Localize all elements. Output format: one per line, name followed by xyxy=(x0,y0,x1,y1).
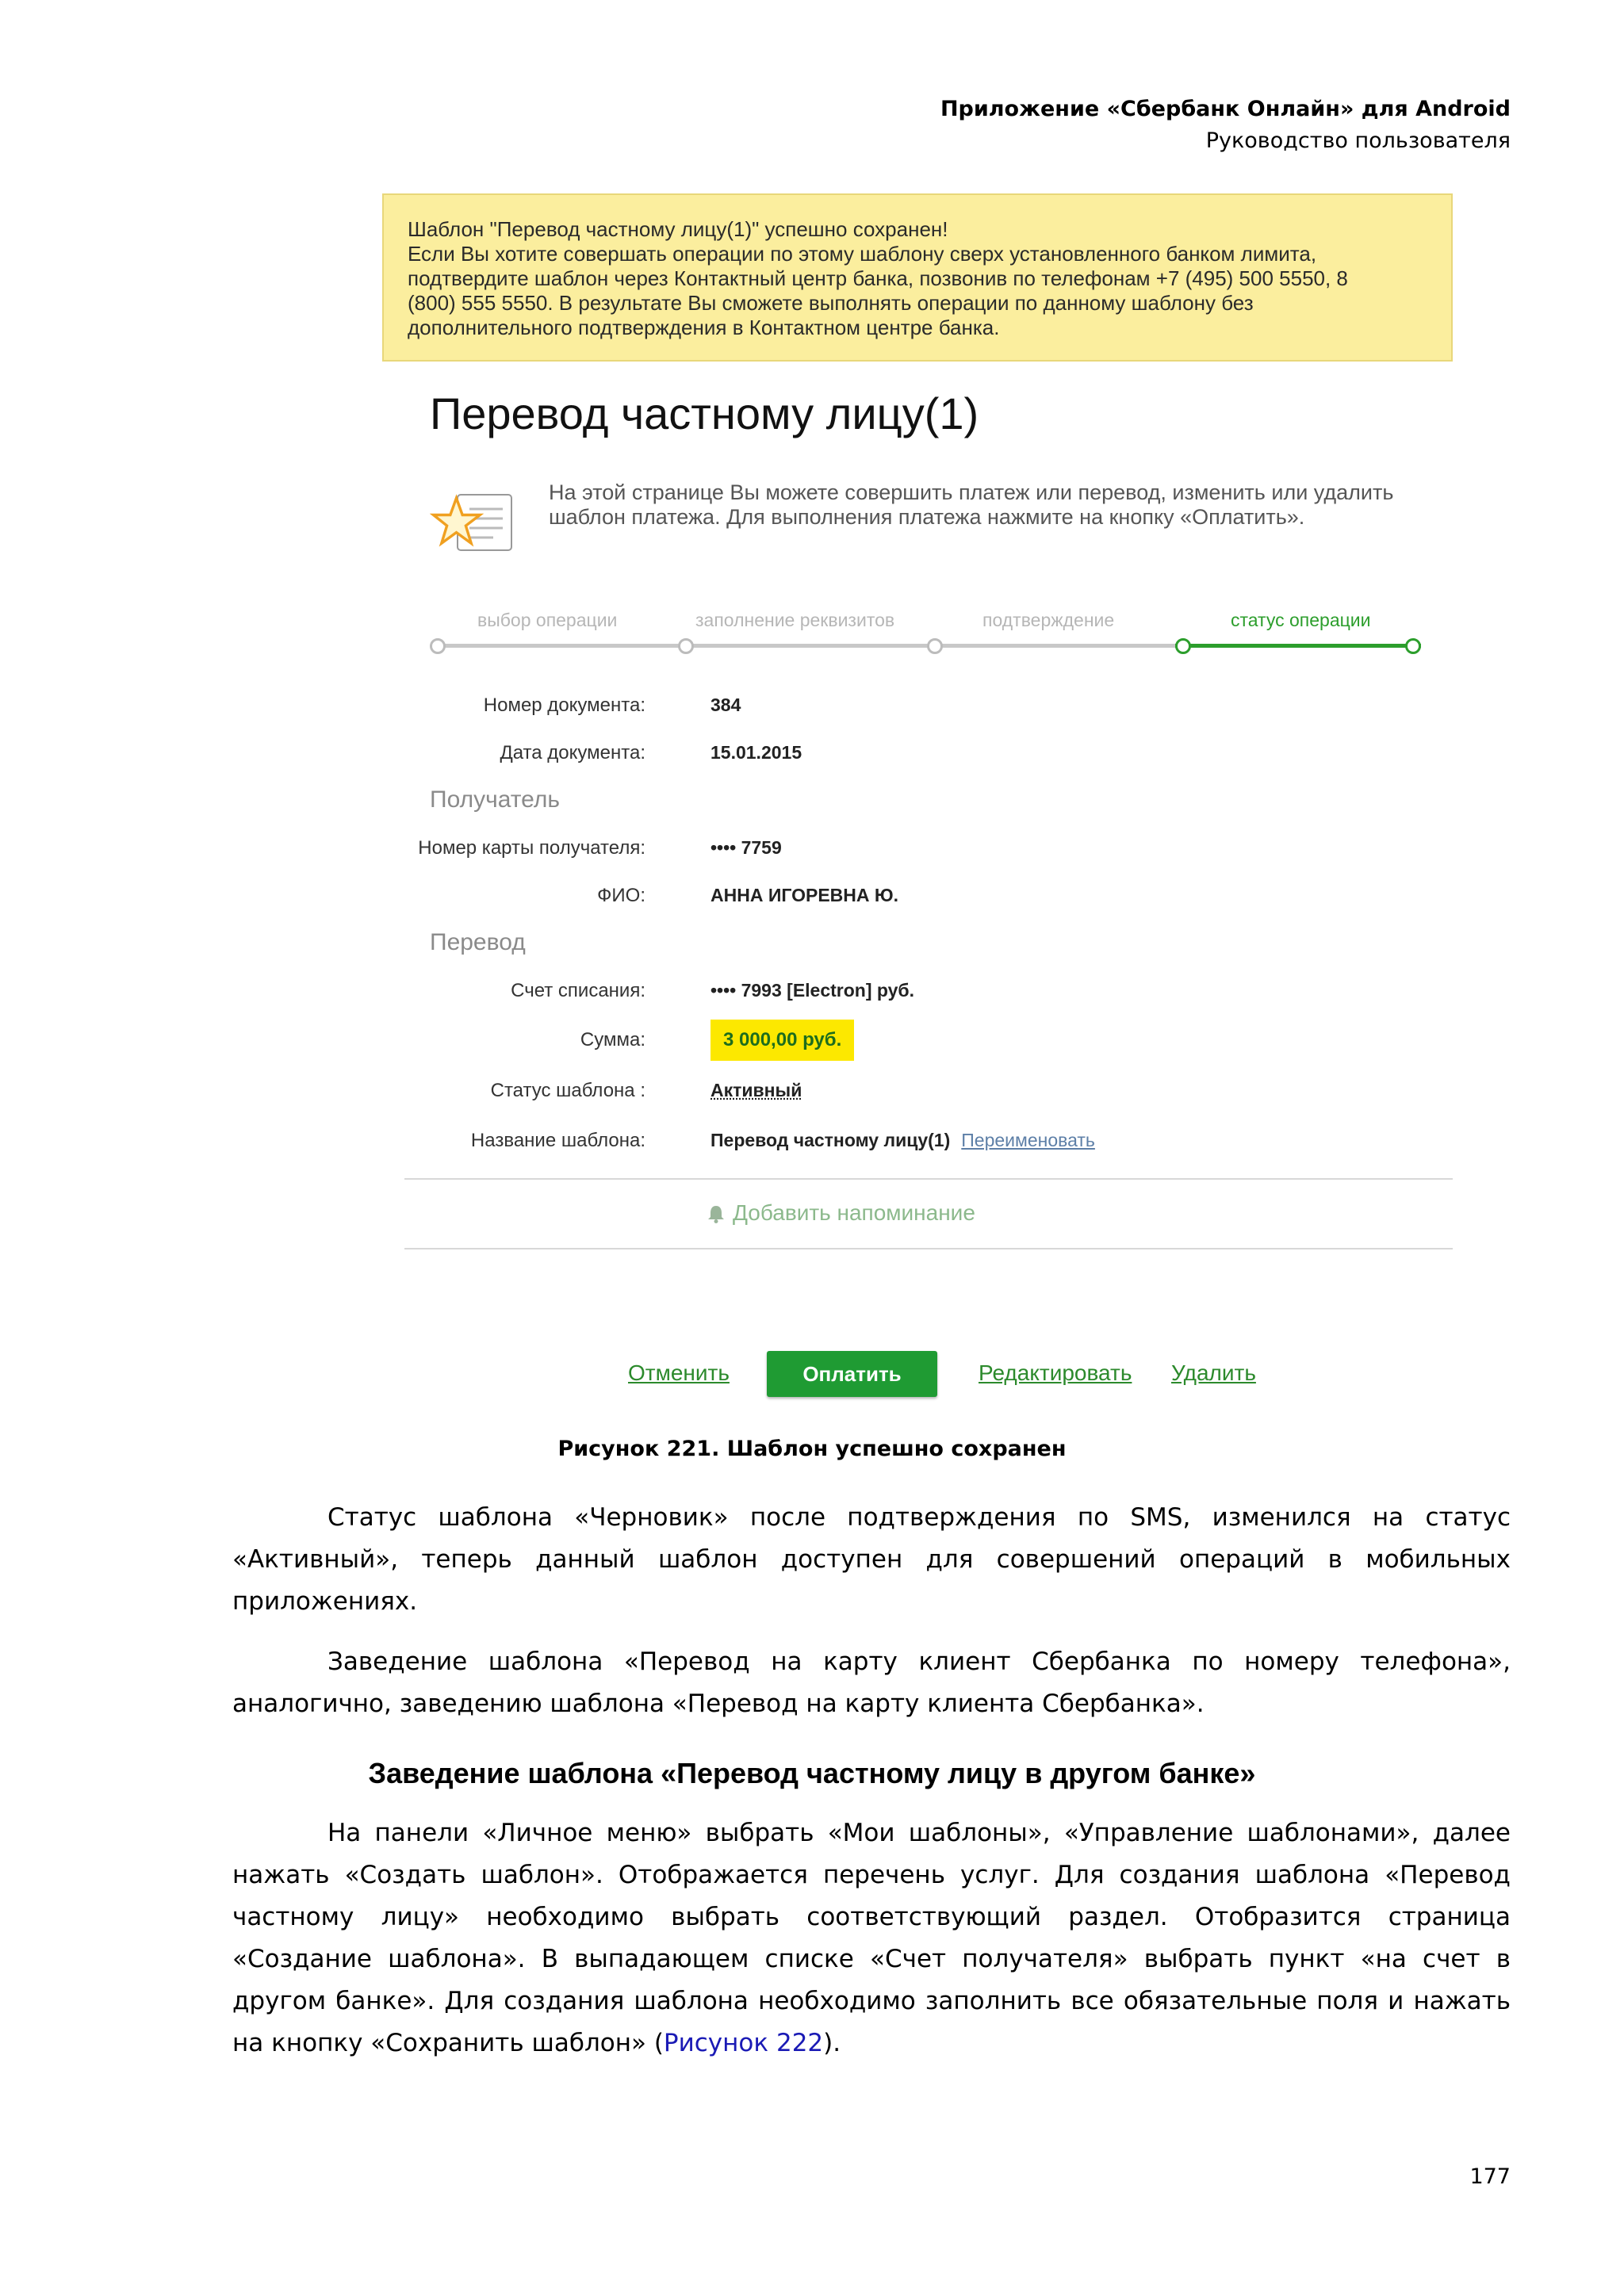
divider xyxy=(404,1248,1453,1249)
field-label: Статус шаблона : xyxy=(490,1080,645,1101)
rename-link[interactable]: Переименовать xyxy=(961,1130,1095,1150)
detail-row-status xyxy=(382,1080,1453,1112)
body-paragraph: Статус шаблона «Черновик» после подтверждения по SMS, изменился на статус «Активный», теперь данный шаблон доступен для совершений операций в мобильных приложениях. xyxy=(232,1503,1511,1616)
step-dot xyxy=(430,638,446,654)
status-badge: Активный xyxy=(710,1080,802,1100)
detail-row-card xyxy=(382,837,1453,869)
field-label: Дата документа: xyxy=(500,742,645,763)
amount-value: 3 000,00 руб. xyxy=(710,1020,854,1061)
document-header xyxy=(940,94,1511,157)
detail-row-fio xyxy=(382,885,1453,916)
success-notice xyxy=(382,193,1453,362)
progress-track-active xyxy=(1175,644,1421,648)
action-bar xyxy=(382,1351,1453,1399)
divider xyxy=(404,1178,1453,1180)
field-label: Сумма: xyxy=(580,1029,645,1050)
detail-row-doc-date xyxy=(382,742,1453,774)
step-label: подтверждение xyxy=(982,610,1115,630)
field-label: Номер карты получателя: xyxy=(418,837,645,859)
field-label: ФИО: xyxy=(597,885,645,906)
edit-link[interactable]: Редактировать xyxy=(979,1360,1132,1385)
step-label: выбор операции xyxy=(477,610,618,630)
progress-steps xyxy=(430,610,1421,665)
detail-row-doc-number xyxy=(382,695,1453,726)
step-label-current: статус операции xyxy=(1231,610,1371,630)
section-heading: Заведение шаблона «Перевод частному лицу в другом банке» xyxy=(368,1757,1256,1789)
add-reminder-link[interactable] xyxy=(707,1200,975,1226)
field-value: 384 xyxy=(710,695,741,715)
field-value: •••• 7759 xyxy=(710,837,782,858)
progress-track xyxy=(435,644,1180,648)
section-recipient: Получатель xyxy=(430,786,560,813)
detail-row-amount xyxy=(382,1029,1453,1061)
paragraph-text: На панели «Личное меню» выбрать «Мои шаблоны», «Управление шаблонами», далее нажать «Создать шаблон». Отображается перечень услуг. Для создания шаблона «Перевод частному лицу» необходимо выбрать соответствующий раздел. Отобразится страница «Создание шаблона». В выпадающем списке «Счет получателя» выбрать пункт «на счет в другом банке». Для создания шаблона необходимо заполнить все обязательные поля и нажать на кнопку «Сохранить шаблон» ( xyxy=(232,1819,1511,2057)
app-screenshot xyxy=(382,193,1453,1414)
field-label: Название шаблона: xyxy=(470,1130,645,1151)
body-paragraph: Заведение шаблона «Перевод на карту клиент Сбербанка по номеру телефона», аналогично, заведению шаблона «Перевод на карту клиента Сбербанка». xyxy=(232,1647,1511,1718)
step-dot xyxy=(1405,638,1421,654)
field-value: 15.01.2015 xyxy=(710,742,802,763)
step-label: заполнение реквизитов xyxy=(695,610,895,630)
section-transfer: Перевод xyxy=(430,929,526,955)
field-label: Счет списания: xyxy=(511,980,645,1001)
cancel-link[interactable]: Отменить xyxy=(628,1360,730,1385)
bell-icon xyxy=(707,1204,725,1223)
star-document-icon xyxy=(430,487,521,562)
paragraph-text-end: ). xyxy=(823,2029,841,2057)
delete-link[interactable]: Удалить xyxy=(1171,1360,1256,1385)
notice-line: подтвердите шаблон через Контактный центр банка, позвонив по телефонам +7 (495) 500 5550, 8 xyxy=(408,266,1348,290)
field-value: АННА ИГОРЕВНА Ю. xyxy=(710,885,898,905)
detail-row-account xyxy=(382,980,1453,1012)
detail-row-template-name xyxy=(382,1130,1453,1161)
step-dot xyxy=(927,638,943,654)
body-paragraph xyxy=(232,1812,1511,2064)
template-name-value: Перевод частному лицу(1) xyxy=(710,1130,951,1150)
pay-button[interactable]: Оплатить xyxy=(767,1351,937,1397)
document-title: Приложение «Сбербанк Онлайн» для Android xyxy=(940,97,1511,121)
step-dot xyxy=(1175,638,1191,654)
page-number: 177 xyxy=(1469,2164,1511,2189)
notice-line: дополнительного подтверждения в Контактном центре банка. xyxy=(408,316,1000,339)
intro-text: На этой странице Вы можете совершить платеж или перевод, изменить или удалить шаблон платежа. Для выполнения платежа нажмите на кнопку «Оплатить». xyxy=(549,480,1394,529)
notice-line: Шаблон "Перевод частному лицу(1)" успешно сохранен! xyxy=(408,217,948,241)
document-subtitle: Руководство пользователя xyxy=(1205,128,1511,153)
step-dot xyxy=(678,638,694,654)
field-value: •••• 7993 [Electron] руб. xyxy=(710,980,915,1001)
figure-reference-link[interactable]: Рисунок 222 xyxy=(663,2029,824,2057)
figure-caption: Рисунок 221. Шаблон успешно сохранен xyxy=(557,1437,1067,1461)
notice-line: Если Вы хотите совершать операции по этому шаблону сверх установленного банком лимита, xyxy=(408,242,1317,266)
page-title: Перевод частному лицу(1) xyxy=(430,388,979,438)
notice-line: (800) 555 5550. В результате Вы сможете выполнять операции по данному шаблону без xyxy=(408,291,1254,315)
add-reminder-label: Добавить напоминание xyxy=(733,1200,975,1225)
field-value-wrap xyxy=(710,1130,1095,1151)
field-label: Номер документа: xyxy=(483,695,645,716)
